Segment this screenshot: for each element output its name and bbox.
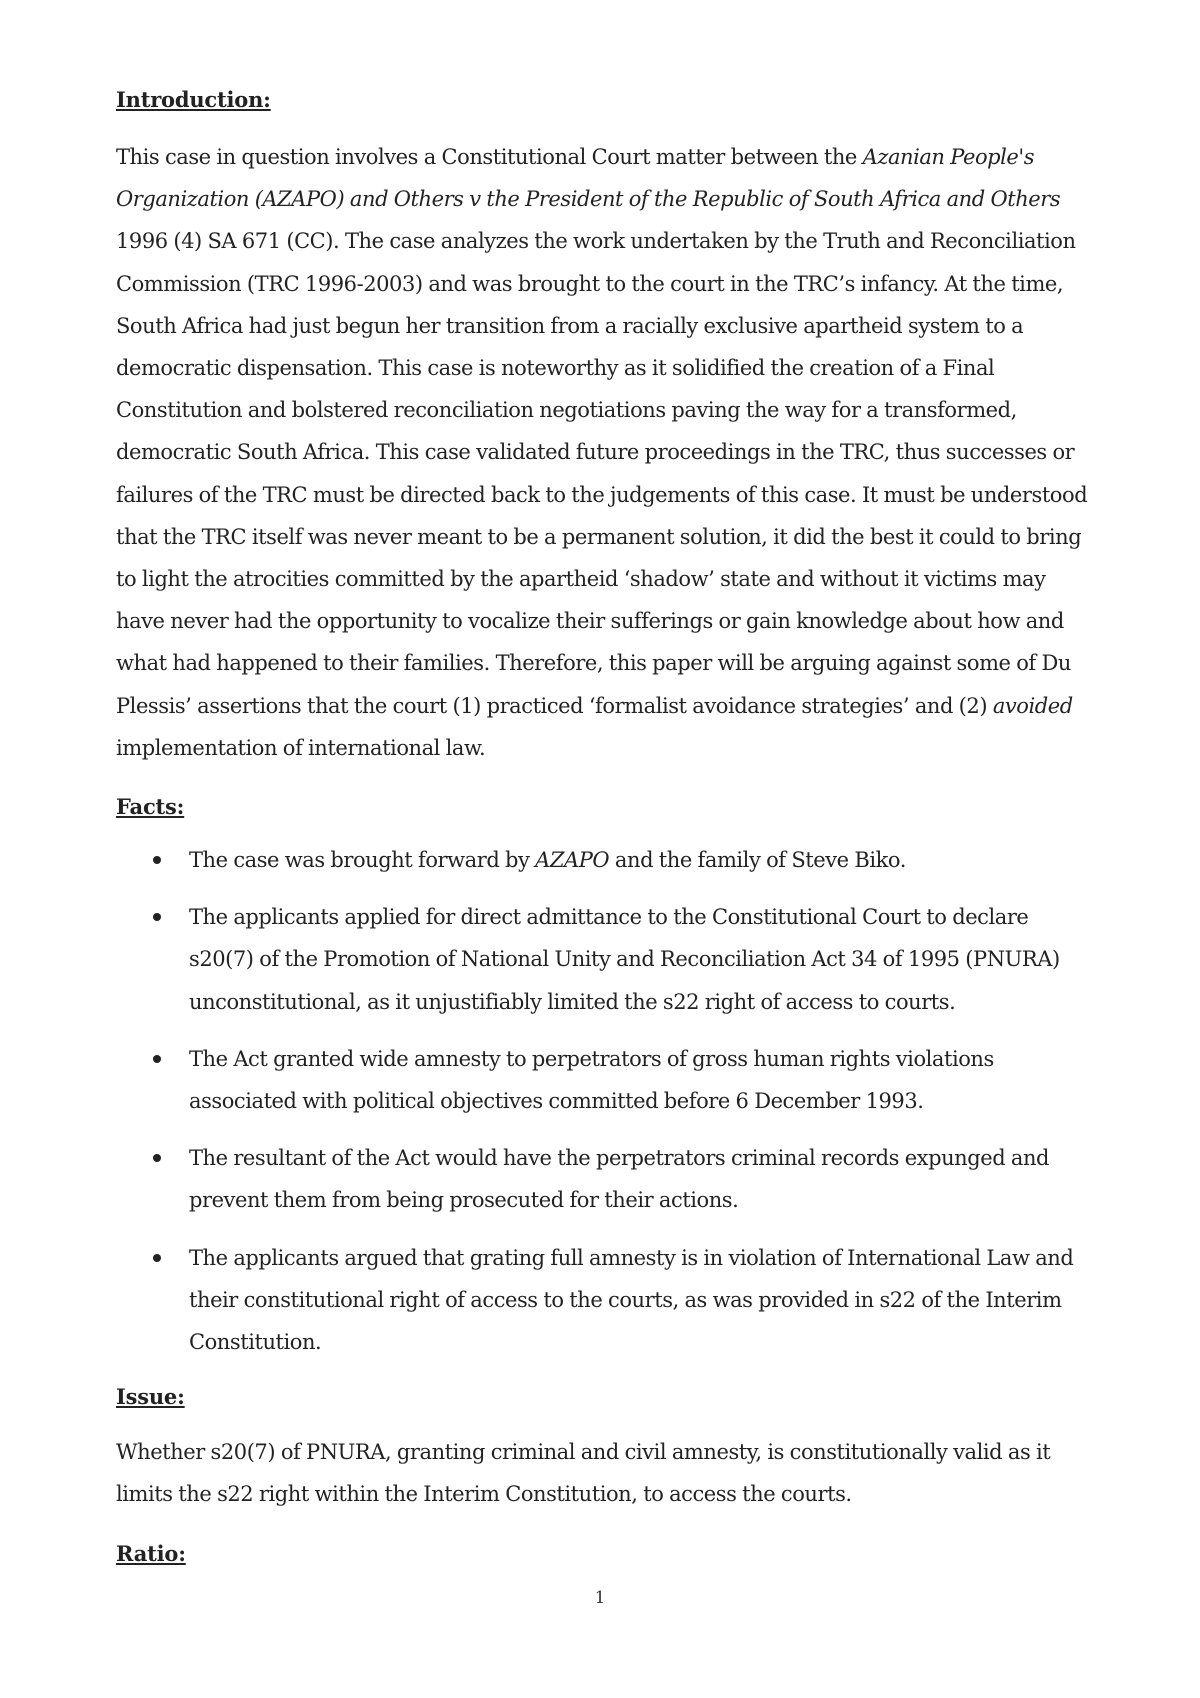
list-item-text: The applicants applied for direct admittance to the Constitutional Court to declare s20(7) of the Promotion of National Unity and Reconciliation Act 34 of 1995 (PNURA) unconstitutional, as it unjustifiably limited the s22 right of access to courts.	[189, 905, 1060, 1014]
list-item-text	[189, 839, 1096, 881]
list-item	[116, 896, 1096, 1023]
list-item	[116, 839, 1096, 881]
avoided-italic: avoided	[992, 693, 1073, 718]
list-item	[116, 1038, 1096, 1122]
bullet-icon	[153, 1254, 161, 1262]
intro-text-end: implementation of international law.	[116, 735, 486, 760]
issue-paragraph: Whether s20(7) of PNURA, granting criminal and civil amnesty, is constitutionally valid as it limits the s22 right within the Interim Constitution, to access the courts.	[116, 1440, 1051, 1507]
list-item-text: The resultant of the Act would have the perpetrators criminal records expunged and prevent them from being prosecuted for their actions.	[189, 1146, 1050, 1213]
ratio-heading: Ratio:	[116, 1540, 186, 1566]
page-number: 1	[594, 1588, 606, 1608]
list-item	[116, 1237, 1096, 1364]
introduction-heading: Introduction:	[116, 87, 271, 112]
bullet-icon	[153, 1055, 161, 1063]
intro-text-start: This case in question involves a Constitutional Court matter between the	[116, 145, 863, 169]
list-item-text-start: The case was brought forward by	[189, 848, 536, 873]
introduction-paragraph	[116, 136, 1096, 769]
bullet-icon	[153, 856, 161, 864]
azapo-italic: AZAPO	[535, 848, 610, 873]
list-item-text: The applicants argued that grating full amnesty is in violation of International Law and their constitutional right of access to the courts, as was provided in s22 of the Interim Constitution.	[189, 1245, 1074, 1355]
facts-list	[116, 839, 1096, 1363]
list-item-text: The Act granted wide amnesty to perpetrators of gross human rights violations associated with political objectives committed before 6 December 1993.	[189, 1046, 994, 1114]
list-item	[116, 1137, 1096, 1221]
intro-text-middle: 1996 (4) SA 671 (CC). The case analyzes the work undertaken by the Truth and Reconciliation Commission (TRC 1996-2003) and was brought to the court in the TRC’s infancy. At the time, South Africa had just begun her transition from a racially exclusive apartheid system to a democratic dispensation. This case is noteworthy as it solidified the creation of a Final Constitution and bolstered reconciliation negotiations paving the way for a transformed, democratic South Africa. This case validated future proceedings in the TRC, thus successes or failures of the TRC must be directed back to the judgements of this case. It must be understood that the TRC itself was never meant to be a permanent solution, it did the best it could to bring to light the atrocities committed by the apartheid ‘shadow’ state and without it victims may have never had the opportunity to vocalize their sufferings or gain knowledge about how and what had happened to their families. Therefore, this paper will be arguing against some of Du Plessis’ assertions that the court (1) practiced ‘formalist avoidance strategies’ and (2)	[116, 229, 1088, 718]
list-item-text-end: and the family of Steve Biko.	[609, 848, 906, 873]
document-body	[116, 84, 1096, 1570]
issue-heading: Issue:	[116, 1384, 185, 1410]
bullet-icon	[153, 1154, 161, 1162]
bullet-icon	[153, 913, 161, 921]
case-name-italic: Azanian People's Organization (AZAPO) and Others v the President of the Republic of South Africa and Others	[116, 145, 1061, 212]
facts-heading: Facts:	[116, 794, 185, 820]
